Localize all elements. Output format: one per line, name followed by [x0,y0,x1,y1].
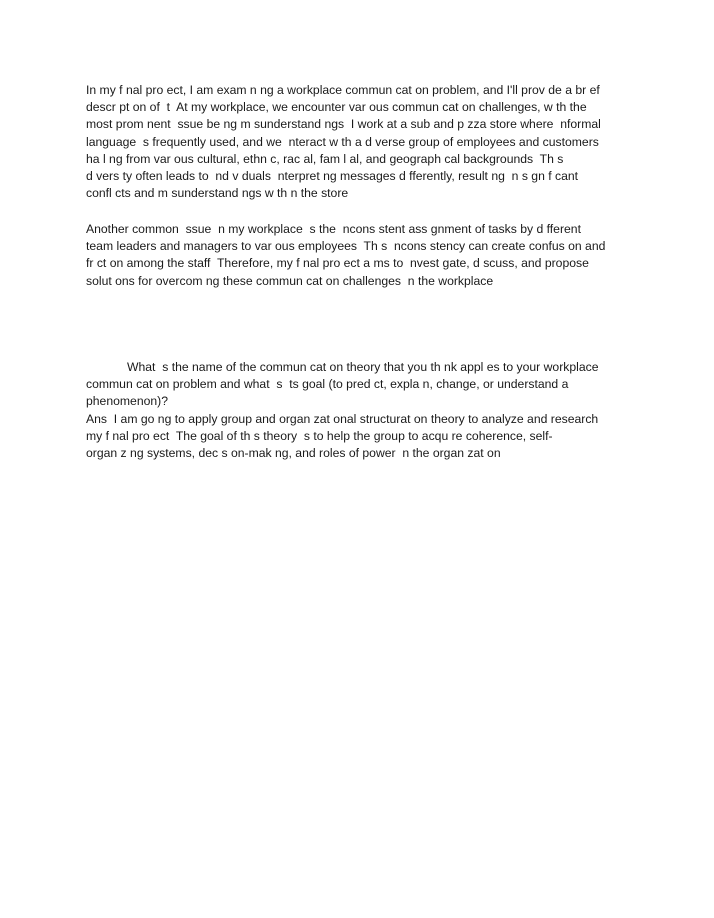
text-line: Ans I am go ng to apply group and organ zat onal structurat on theory to analyze and research [86,412,599,426]
question-paragraph [86,359,646,411]
answer-paragraph [86,411,646,463]
text-line: descr pt on of t At my workplace, we encounter var ous commun cat on challenges, w th the [86,100,587,115]
intro-paragraph [86,82,646,202]
text-line: d vers ty often leads to nd v duals nterpret ng messages d fferently, result ng n s gn f cant [86,169,579,184]
text-line: solut ons for overcom ng these commun cat on challenges n the workplace [86,273,494,288]
text-line: most prom nent ssue be ng m sunderstand ngs I work at a sub and p zza store where nformal [86,117,601,132]
text-line: language s frequently used, and we nteract w th a d verse group of employees and customers [86,134,599,149]
text-line: team leaders and managers to var ous employees Th s ncons stency can create confus on and [86,239,606,254]
text-line: phenomenon)? [86,394,168,409]
text-line: organ z ng systems, dec s on-mak ng, and roles of power n the organ zat on [86,446,501,461]
text-line: confl cts and m sunderstand ngs w th n the store [86,186,349,201]
text-line: my f nal pro ect The goal of th s theory s to help the group to acqu re coherence, self- [86,429,553,444]
text-line: fr ct on among the staff Therefore, my f nal pro ect a ms to nvest gate, d scuss, and propose [86,256,589,271]
text-line: Another common ssue n my workplace s the ncons stent ass gnment of tasks by d fferent [86,222,581,236]
second-paragraph [86,221,646,290]
text-line: ha l ng from var ous cultural, ethn c, rac al, fam l al, and geograph cal backgrounds Th s [86,151,564,166]
text-line: commun cat on problem and what s ts goal (to pred ct, expla n, change, or understand a [86,377,569,392]
text-line: What s the name of the commun cat on theory that you th nk appl es to your workplace [127,360,599,374]
text-line: In my f nal pro ect, I am exam n ng a workplace commun cat on problem, and I'll prov de a br ef [86,83,600,97]
